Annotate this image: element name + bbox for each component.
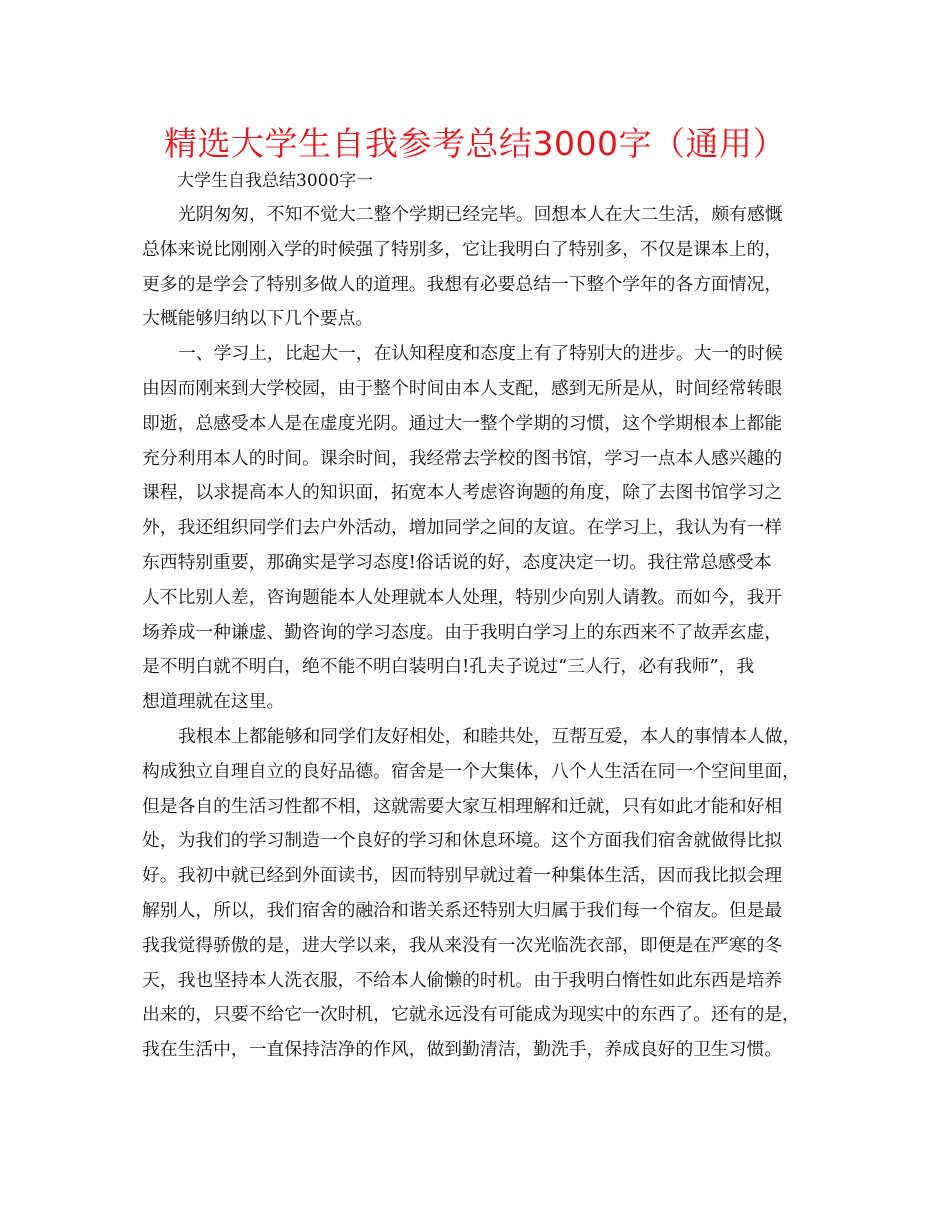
body-line: 人不比别人差，咨询题能本人处理就本人处理，特别少向别人请教。而如今，我开 <box>142 586 783 608</box>
body-line: 是不明白就不明白，绝不能不明白装明白!孔夫子说过“三人行，必有我师”，我 <box>142 656 755 678</box>
body-line: 一、学习上，比起大一，在认知程度和态度上有了特别大的进步。大一的时候 <box>178 343 783 365</box>
body-line: 即逝，总感受本人是在虚度光阴。通过大一整个学期的习惯，这个学期根本上都能 <box>142 412 783 434</box>
document-body <box>142 198 832 1068</box>
body-line: 总体来说比刚刚入学的时候强了特别多，它让我明白了特别多，不仅是课本上的， <box>142 238 783 260</box>
body-line: 由因而刚来到大学校园，由于整个时间由本人支配，感到无所是从，时间经常转眼 <box>142 377 783 399</box>
body-line: 但是各自的生活习性都不相，这就需要大家互相理解和迁就，只有如此才能和好相 <box>142 795 783 817</box>
body-line: 我我觉得骄傲的是，进大学以来，我从来没有一次光临洗衣部，即便是在严寒的冬 <box>142 934 783 956</box>
body-line: 天，我也坚持本人洗衣服，不给本人偷懒的时机。由于我明白惰性如此东西是培养 <box>142 969 783 991</box>
body-line: 课程，以求提高本人的知识面，拓宽本人考虑咨询题的角度，除了去图书馆学习之 <box>142 482 783 504</box>
body-line: 构成独立自理自立的良好品德。宿舍是一个大集体，八个人生活在同一个空间里面， <box>142 760 800 782</box>
body-line: 我在生活中，一直保持洁净的作风，做到勤清洁，勤洗手，养成良好的卫生习惯。 <box>142 1039 783 1061</box>
body-line: 想道理就在这里。 <box>142 691 285 713</box>
body-line: 大概能够归纳以下几个要点。 <box>142 308 374 330</box>
body-line: 处，为我们的学习制造一个良好的学习和休息环境。这个方面我们宿舍就做得比拟 <box>142 830 783 852</box>
body-line: 我根本上都能够和同学们友好相处，和睦共处，互帮互爱，本人的事情本人做， <box>178 725 801 747</box>
body-line: 解别人，所以，我们宿舍的融洽和谐关系还特别大归属于我们每一个宿友。但是最 <box>142 899 783 921</box>
document-subtitle: 大学生自我总结3000字一 <box>177 171 374 191</box>
body-line: 东西特别重要，那确实是学习态度!俗话说的好，态度决定一切。我往常总感受本 <box>142 551 772 573</box>
body-line: 充分利用本人的时间。课余时间，我经常去学校的图书馆，学习一点本人感兴趣的 <box>142 447 783 469</box>
document-title: 精选大学生自我参考总结3000字（通用） <box>164 124 786 163</box>
body-line: 更多的是学会了特别多做人的道理。我想有必要总结一下整个学年的各方面情况， <box>142 273 783 295</box>
body-line: 出来的，只要不给它一次时机，它就永远没有可能成为现实中的东西了。还有的是， <box>142 1004 800 1026</box>
body-line: 场养成一种谦虚、勤咨询的学习态度。由于我明白学习上的东西来不了故弄玄虚， <box>142 621 783 643</box>
body-line: 好。我初中就已经到外面读书，因而特别早就过着一种集体生活，因而我比拟会理 <box>142 865 783 887</box>
body-line: 外，我还组织同学们去户外活动，增加同学之间的友谊。在学习上，我认为有一样 <box>142 517 783 539</box>
body-line: 光阴匆匆，不知不觉大二整个学期已经完毕。回想本人在大二生活，颇有感慨 <box>178 204 783 225</box>
